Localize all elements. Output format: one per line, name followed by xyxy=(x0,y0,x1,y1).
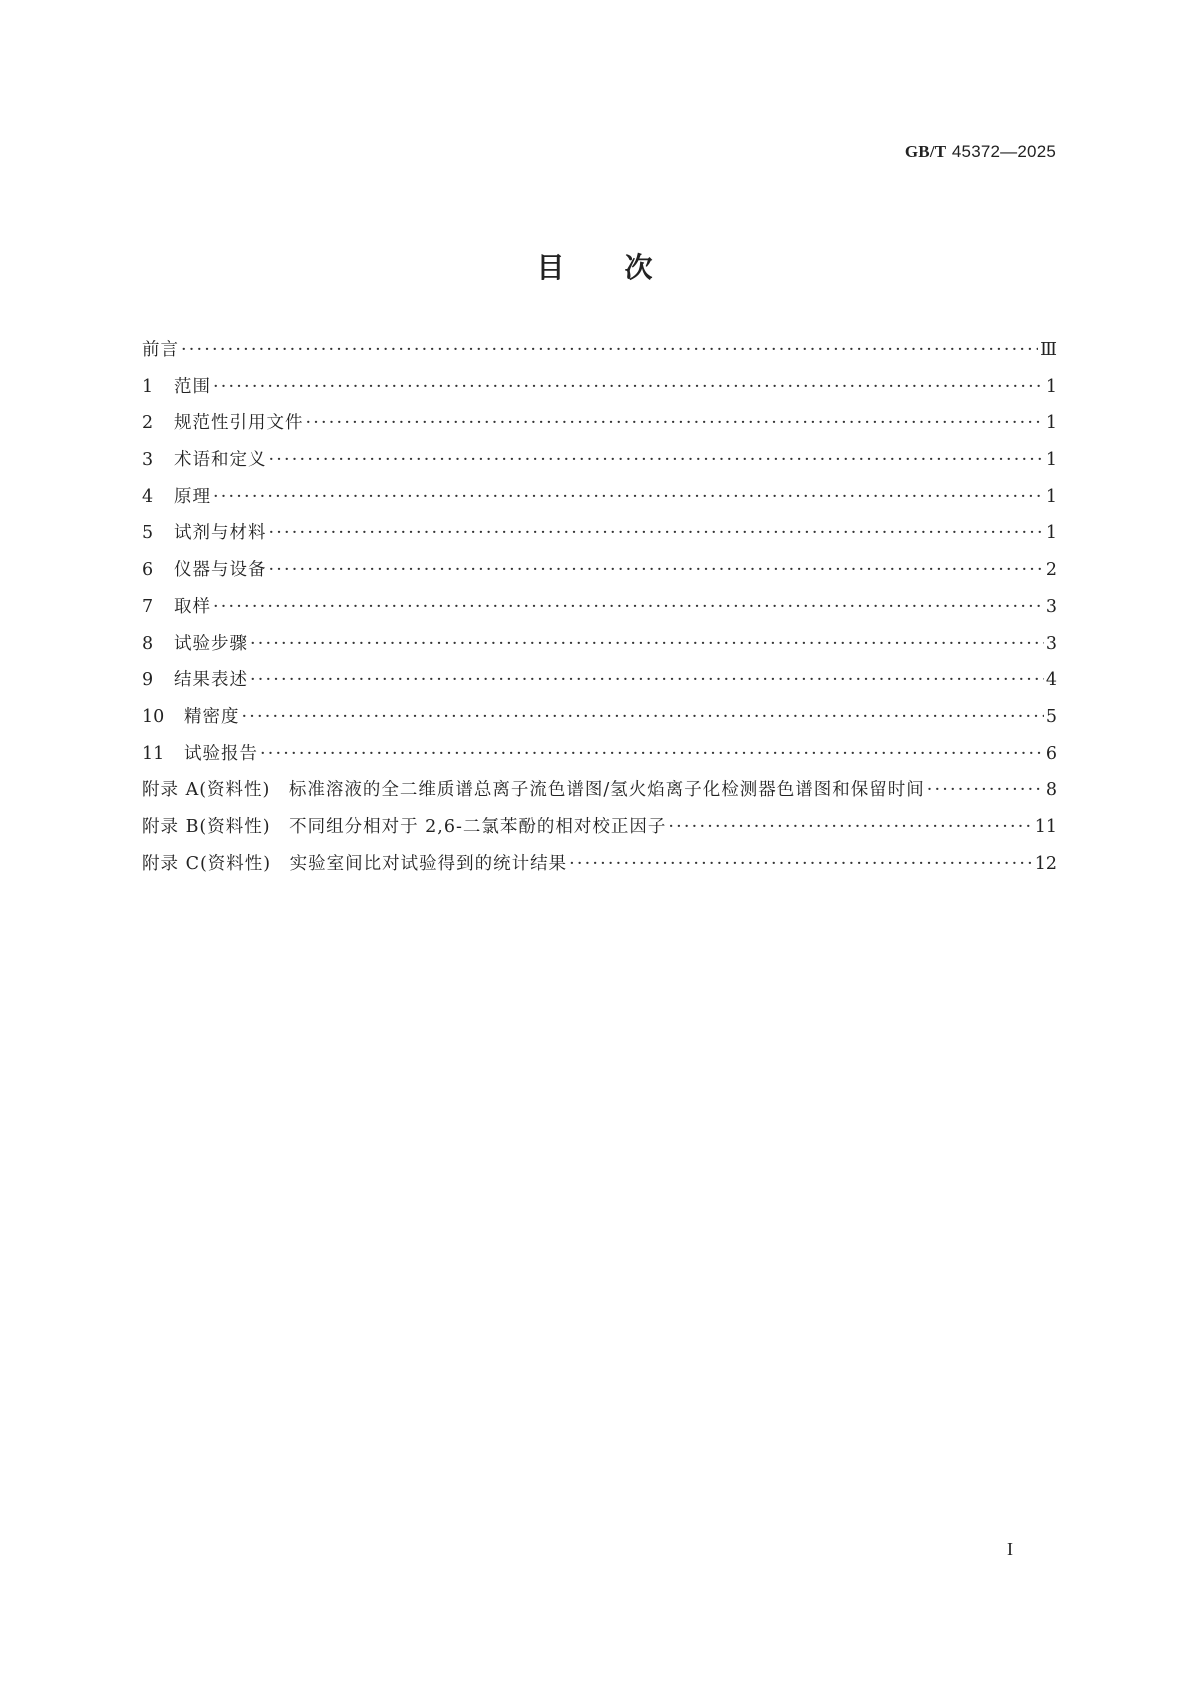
toc-entry-page: 8 xyxy=(1045,780,1057,801)
toc-entry-page: 4 xyxy=(1045,670,1057,691)
toc-entry-4[interactable] xyxy=(142,485,1057,522)
dot-leader xyxy=(250,668,1044,692)
toc-entry-2[interactable] xyxy=(142,411,1057,448)
dot-leader xyxy=(181,338,1038,362)
toc-entry-page: 11 xyxy=(1034,816,1057,837)
toc-entry-page: 6 xyxy=(1045,743,1057,764)
dot-leader xyxy=(269,558,1044,582)
toc-entry-title: 精密度 xyxy=(184,706,240,727)
toc-entry-foreword[interactable] xyxy=(142,338,1057,375)
dot-leader xyxy=(250,632,1044,656)
toc-entry-title: 试剂与材料 xyxy=(174,523,267,544)
toc-entry-appendix-b[interactable] xyxy=(142,815,1057,852)
title-part-1: 目 xyxy=(536,251,567,284)
toc-entry-title: 规范性引用文件 xyxy=(174,413,304,434)
dot-leader xyxy=(242,705,1044,729)
page-title xyxy=(0,246,1191,286)
toc-entry-number: 8 xyxy=(142,633,154,654)
toc-entry-number: 9 xyxy=(142,670,154,691)
toc-entry-title: 取样 xyxy=(174,596,211,617)
toc-entry-title: 附录 C(资料性) 实验室间比对试验得到的统计结果 xyxy=(142,853,568,874)
toc-entry-number: 3 xyxy=(142,450,154,471)
toc-entry-number: 10 xyxy=(142,706,165,727)
toc-entry-title: 范围 xyxy=(174,376,211,397)
toc-entry-number: 2 xyxy=(142,413,154,434)
toc-entry-5[interactable] xyxy=(142,521,1057,558)
dot-leader xyxy=(269,448,1044,472)
toc-entry-appendix-c[interactable] xyxy=(142,852,1057,889)
toc-entry-page: Ⅲ xyxy=(1040,340,1057,360)
toc-entry-title: 前言 xyxy=(142,340,179,360)
toc-entry-appendix-a[interactable] xyxy=(142,778,1057,815)
dot-leader xyxy=(213,375,1044,399)
toc-entry-page: 1 xyxy=(1045,486,1057,507)
dot-leader xyxy=(668,815,1032,839)
toc-entry-page: 1 xyxy=(1045,376,1057,397)
toc-entry-title: 附录 B(资料性) 不同组分相对于 2,6-二氯苯酚的相对校正因子 xyxy=(142,816,667,837)
dot-leader xyxy=(213,595,1044,619)
dot-leader xyxy=(269,521,1044,545)
toc-entry-page: 1 xyxy=(1045,413,1057,434)
toc-entry-page: 3 xyxy=(1045,596,1057,617)
toc-entry-10[interactable] xyxy=(142,705,1057,742)
dot-leader xyxy=(260,742,1044,766)
toc-entry-number: 1 xyxy=(142,376,154,397)
dot-leader xyxy=(569,852,1033,876)
toc-entry-1[interactable] xyxy=(142,375,1057,412)
dot-leader xyxy=(213,485,1044,509)
toc-entry-number: 4 xyxy=(142,486,154,507)
toc-entry-page: 1 xyxy=(1045,523,1057,544)
title-part-2: 次 xyxy=(624,251,655,284)
table-of-contents xyxy=(142,338,1057,888)
standard-prefix: GB/T xyxy=(904,142,947,161)
page-number: I xyxy=(1007,1539,1013,1559)
toc-entry-title: 结果表述 xyxy=(174,670,248,691)
toc-entry-9[interactable] xyxy=(142,668,1057,705)
toc-entry-page: 12 xyxy=(1034,853,1057,874)
toc-entry-title: 附录 A(资料性) 标准溶液的全二维质谱总离子流色谱图/氢火焰离子化检测器色谱图和保留时间 xyxy=(142,780,925,801)
toc-entry-title: 原理 xyxy=(174,486,211,507)
dot-leader xyxy=(306,411,1044,435)
toc-entry-title: 术语和定义 xyxy=(174,450,267,471)
toc-entry-11[interactable] xyxy=(142,742,1057,779)
toc-entry-page: 1 xyxy=(1045,450,1057,471)
toc-entry-title: 试验步骤 xyxy=(174,633,248,654)
dot-leader xyxy=(927,778,1044,802)
toc-entry-3[interactable] xyxy=(142,448,1057,485)
toc-entry-number: 5 xyxy=(142,523,154,544)
toc-entry-title: 试验报告 xyxy=(184,743,258,764)
toc-entry-7[interactable] xyxy=(142,595,1057,632)
toc-entry-title: 仪器与设备 xyxy=(174,560,267,581)
toc-entry-number: 7 xyxy=(142,596,154,617)
toc-entry-page: 3 xyxy=(1045,633,1057,654)
toc-entry-number: 6 xyxy=(142,560,154,581)
toc-entry-page: 2 xyxy=(1045,560,1057,581)
toc-entry-number: 11 xyxy=(142,743,165,764)
standard-code xyxy=(905,142,1056,162)
toc-entry-6[interactable] xyxy=(142,558,1057,595)
toc-entry-page: 5 xyxy=(1045,706,1057,727)
toc-entry-8[interactable] xyxy=(142,632,1057,669)
standard-number: 45372—2025 xyxy=(951,142,1056,161)
